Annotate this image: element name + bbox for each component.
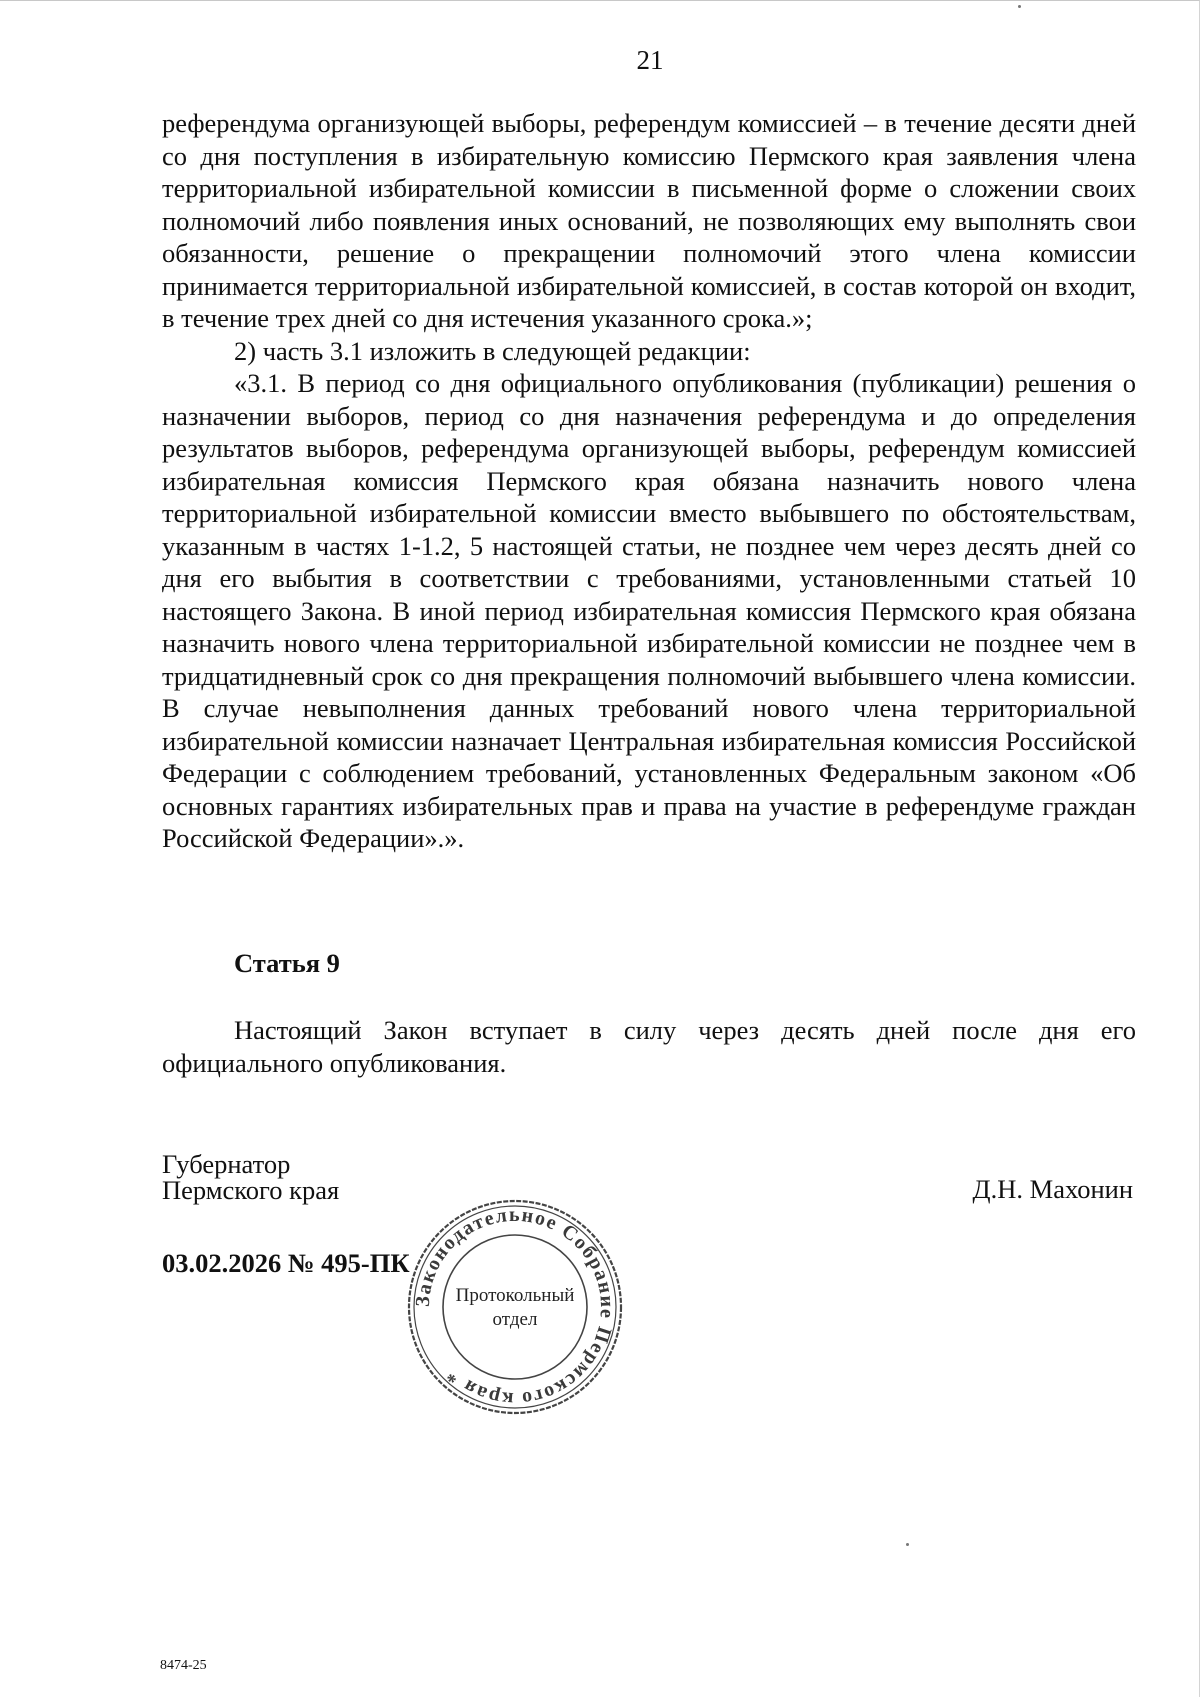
paragraph-amendment-item: 2) часть 3.1 изложить в следующей редакции: <box>234 335 751 366</box>
stamp-inner-ring <box>443 1235 587 1379</box>
paragraph-part-3-1: «3.1. В период со дня официального опубликования (публикации) решения о назначении выборов, период со дня назначения референдума и до определения результатов выборов, референдума организующей выборы, референдум комиссией избирательная комиссия Пермского края обязана назначить нового члена территориальной избирательной комиссии вместо выбывшего по обстоятельствам, указанным в частях 1-1.2, 5 настоящей статьи, не позднее чем через десять дней со дня его выбытия в соответствии с требованиями, установленными статьей 10 настоящего Закона. В иной период избирательная комиссия Пермского края обязана назначить нового члена территориальной избирательной комиссии не позднее чем в тридцатидневный срок со дня прекращения полномочий выбывшего члена комиссии. В случае невыполнения данных требований нового члена территориальной избирательной комиссии назначает Центральная избирательная комиссия Российской Федерации с соблюдением требований, установленных Федеральным законом «Об основных гарантиях избирательных прав и права на участие в референдуме граждан Российской Федерации».». <box>162 368 1136 853</box>
paragraph-continuation: референдума организующей выборы, референдум комиссией – в течение десяти дней со дня поступления в избирательную комиссию Пермского края заявления члена территориальной избирательной комиссии в письменной форме о сложении своих полномочий либо появления иных оснований, не позволяющих ему выполнять свои обязанности, решение о прекращении полномочий этого члена комиссии принимается территориальной избирательной комиссией, в состав которой он входит, в течение трех дней со дня истечения указанного срока.»; <box>162 108 1136 333</box>
signature-title-line1: Губернатор <box>162 1149 291 1179</box>
article-heading: Статья 9 <box>234 948 340 978</box>
document-code: 8474-25 <box>160 1658 207 1673</box>
stamp-center-line1: Протокольный <box>455 1285 575 1306</box>
law-date-number: 03.02.2026 № 495-ПК <box>162 1248 410 1278</box>
official-stamp <box>404 1196 626 1418</box>
signatory-name: Д.Н. Махонин <box>972 1174 1133 1204</box>
scan-speck <box>1018 5 1021 8</box>
signature-title-line2: Пермского края <box>162 1175 340 1205</box>
stamp-ring-text: Законодательное Собрание Пермского края * <box>411 1203 619 1411</box>
body-text <box>162 107 1136 855</box>
stamp-center-line2: отдел <box>492 1309 538 1330</box>
signature-title <box>162 1151 339 1203</box>
stamp-outer-ring <box>409 1201 621 1413</box>
page-number: 21 <box>636 45 664 75</box>
paragraph-entry-into-force: Настоящий Закон вступает в силу через десять дней после дня его официального опубликования. <box>162 1015 1136 1078</box>
scan-speck <box>906 1543 909 1546</box>
